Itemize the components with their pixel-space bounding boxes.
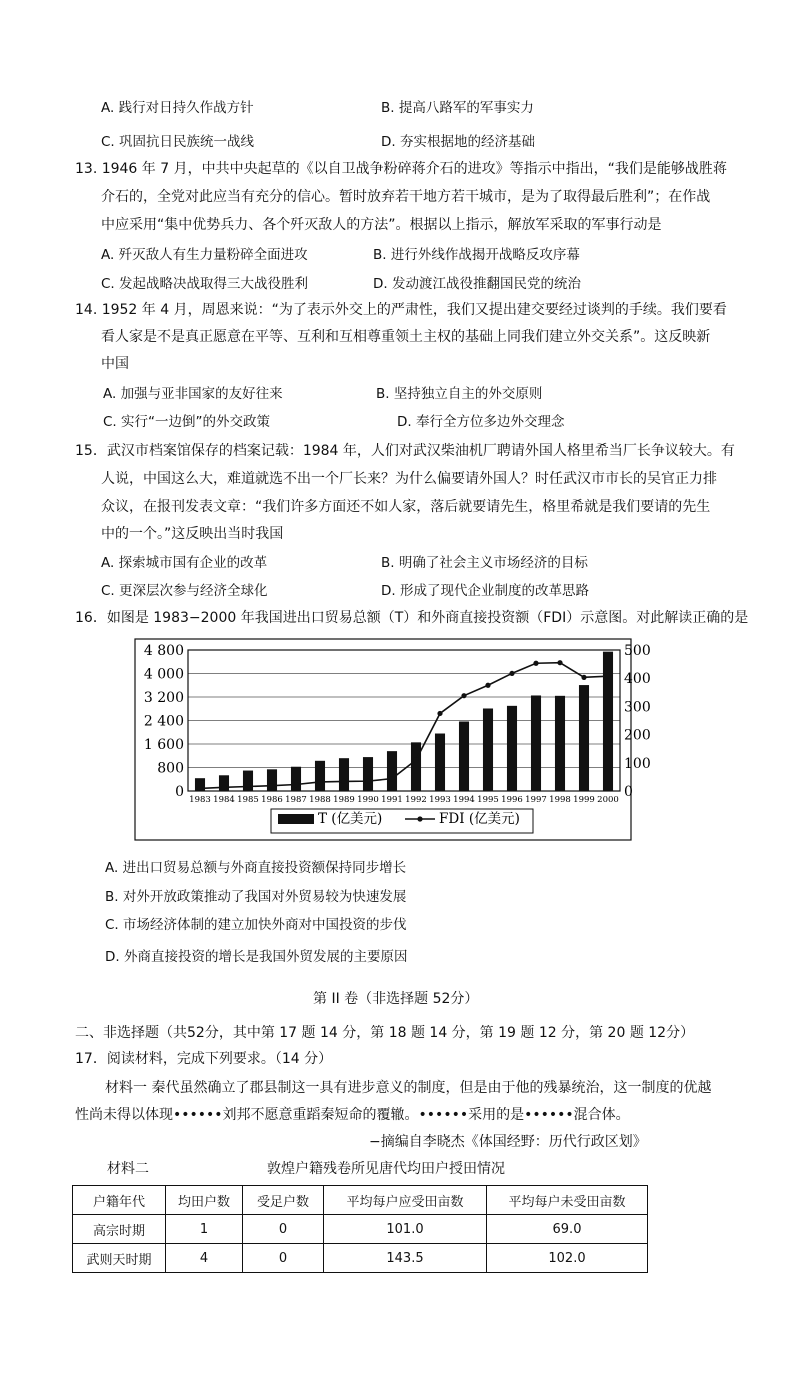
q13-line-1: 13. 1946 年 7 月，中共中央起草的《以自卫战争粉碎蒋介石的进攻》等指示中指出，“我们是能够战胜蒋 bbox=[75, 161, 727, 177]
part2-heading: 二、非选择题（共52分，其中第 17 题 14 分，第 18 题 14 分，第 19 题 12 分，第 20 题 12分） bbox=[75, 1025, 695, 1041]
fdi-point bbox=[605, 674, 610, 679]
material1-line-1: 材料一 秦代虽然确立了郡县制这一具有进步意义的制度，但是由于他的残暴统治，这一制度的优越 bbox=[105, 1080, 712, 1096]
q13-option-a: A. 歼灭敌人有生力量粉碎全面进攻 bbox=[101, 247, 308, 263]
q16-option-d: D. 外商直接投资的增长是我国外贸发展的主要原因 bbox=[105, 949, 408, 965]
q12-option-c: C. 巩固抗日民族统一战线 bbox=[101, 134, 255, 150]
fdi-point bbox=[293, 782, 298, 787]
legend-label-t: T (亿美元) bbox=[318, 811, 383, 827]
y-left-tick-label: 4 000 bbox=[143, 666, 184, 683]
material1-source: −摘编自李晓杰《体国经野：历代行政区划》 bbox=[369, 1134, 647, 1150]
x-tick-label: 1996 bbox=[501, 795, 523, 805]
x-tick-label: 1988 bbox=[309, 795, 331, 805]
fdi-point bbox=[389, 776, 394, 781]
bar-t bbox=[507, 706, 517, 791]
x-tick-label: 1983 bbox=[189, 795, 211, 805]
q15-option-d: D. 形成了现代企业制度的改革思路 bbox=[381, 583, 589, 599]
legend-label-fdi: FDI (亿美元) bbox=[439, 811, 520, 827]
q13-option-d: D. 发动渡江战役推翻国民党的统治 bbox=[373, 276, 581, 292]
table-cell: 1 bbox=[166, 1215, 243, 1244]
x-tick-label: 1990 bbox=[357, 795, 379, 805]
q14-option-d: D. 奉行全方位多边外交理念 bbox=[397, 414, 565, 430]
q16-option-c: C. 市场经济体制的建立加快外商对中国投资的步伐 bbox=[105, 917, 407, 933]
x-tick-label: 1994 bbox=[453, 795, 475, 805]
q15-line-4: 中的一个。”这反映出当时我国 bbox=[101, 526, 284, 542]
q12-option-d: D. 夯实根据地的经济基础 bbox=[381, 134, 535, 150]
fdi-point bbox=[413, 757, 418, 762]
y-left-tick-label: 4 800 bbox=[143, 643, 184, 659]
bar-t bbox=[531, 695, 541, 791]
table-header: 户籍年代 bbox=[73, 1186, 166, 1215]
material2-label: 材料二 bbox=[107, 1161, 149, 1177]
trade-fdi-chart bbox=[133, 637, 651, 842]
table-header: 平均每户未受田亩数 bbox=[487, 1186, 648, 1215]
table-cell: 0 bbox=[243, 1244, 324, 1273]
bar-t bbox=[363, 757, 373, 791]
q12-option-b: B. 提高八路军的军事实力 bbox=[381, 100, 534, 116]
x-tick-label: 1998 bbox=[549, 795, 571, 805]
x-tick-label: 1991 bbox=[381, 795, 403, 805]
bar-t bbox=[339, 758, 349, 791]
fdi-point bbox=[485, 683, 490, 688]
y-right-tick-label: 300 bbox=[624, 699, 651, 716]
fdi-point bbox=[533, 661, 538, 666]
part2-title: 第 II 卷（非选择题 52分） bbox=[313, 991, 479, 1007]
x-tick-label: 1985 bbox=[237, 795, 259, 805]
q13-line-3: 中应采用“集中优势兵力、各个歼灭敌人的方法”。根据以上指示，解放军采取的军事行动是 bbox=[101, 217, 662, 233]
x-tick-label: 1993 bbox=[429, 795, 451, 805]
chart-svg bbox=[133, 637, 651, 842]
q15-option-a: A. 探索城市国有企业的改革 bbox=[101, 555, 268, 571]
y-right-tick-label: 400 bbox=[624, 671, 651, 688]
x-tick-label: 1986 bbox=[261, 795, 283, 805]
q17-stem: 17．阅读材料，完成下列要求。（14 分） bbox=[75, 1051, 333, 1067]
material1-line-2: 性尚未得以体现••••••刘邦不愿意重蹈秦短命的覆辙。••••••采用的是••••••混合体。 bbox=[75, 1107, 630, 1123]
bar-t bbox=[555, 696, 565, 791]
fdi-point bbox=[317, 779, 322, 784]
q13-option-c: C. 发起战略决战取得三大战役胜利 bbox=[101, 276, 309, 292]
x-tick-label: 2000 bbox=[597, 795, 619, 805]
table-header: 均田户数 bbox=[166, 1186, 243, 1215]
fdi-point bbox=[245, 784, 250, 789]
q15-line-3: 众议，在报刊发表文章：“我们许多方面还不如人家，落后就要请先生，格里希就是我们要请的先生 bbox=[101, 499, 711, 515]
bar-t bbox=[459, 721, 469, 791]
table-cell: 高宗时期 bbox=[73, 1215, 166, 1244]
legend-swatch-t bbox=[278, 814, 314, 824]
x-tick-label: 1999 bbox=[573, 795, 595, 805]
fdi-point bbox=[461, 693, 466, 698]
y-right-tick-label: 0 bbox=[624, 784, 633, 800]
x-tick-label: 1989 bbox=[333, 795, 355, 805]
x-tick-label: 1997 bbox=[525, 795, 547, 805]
legend-marker-fdi bbox=[417, 816, 422, 821]
q16-stem: 16．如图是 1983−2000 年我国进出口贸易总额（T）和外商直接投资额（FDI）示意图。对此解读正确的是 bbox=[75, 610, 749, 626]
table-cell: 101.0 bbox=[324, 1215, 487, 1244]
fdi-point bbox=[341, 779, 346, 784]
fdi-point bbox=[437, 711, 442, 716]
q14-option-a: A. 加强与亚非国家的友好往来 bbox=[103, 386, 283, 402]
y-right-tick-label: 100 bbox=[624, 755, 651, 772]
q15-line-2: 人说，中国这么大，难道就选不出一个厂长来？为什么偏要请外国人？时任武汉市市长的吴官正力排 bbox=[101, 471, 717, 487]
fdi-point bbox=[269, 783, 274, 788]
fdi-point bbox=[557, 660, 562, 665]
land-table bbox=[72, 1185, 648, 1273]
y-left-tick-label: 3 200 bbox=[143, 690, 184, 706]
table-cell: 69.0 bbox=[487, 1215, 648, 1244]
table-cell: 4 bbox=[166, 1244, 243, 1273]
fdi-point bbox=[221, 785, 226, 790]
y-left-tick-label: 0 bbox=[175, 784, 184, 800]
bar-t bbox=[603, 652, 613, 791]
y-left-tick-label: 1 600 bbox=[143, 737, 184, 753]
fdi-point bbox=[365, 779, 370, 784]
bar-t bbox=[411, 742, 421, 791]
q14-line-2: 看人家是不是真正愿意在平等、互利和互相尊重领土主权的基础上同我们建立外交关系”。这反映新 bbox=[101, 329, 711, 345]
table-cell: 102.0 bbox=[487, 1244, 648, 1273]
fdi-point bbox=[509, 671, 514, 676]
table-title: 敦煌户籍残卷所见唐代均田户授田情况 bbox=[267, 1161, 505, 1177]
table-header-row bbox=[73, 1186, 648, 1215]
bar-t bbox=[435, 734, 445, 791]
q15-option-b: B. 明确了社会主义市场经济的目标 bbox=[381, 555, 588, 571]
q16-option-b: B. 对外开放政策推动了我国对外贸易较为快速发展 bbox=[105, 889, 407, 905]
q14-option-c: C. 实行“一边倒”的外交政策 bbox=[103, 414, 270, 430]
y-right-tick-label: 200 bbox=[624, 727, 651, 744]
q15-option-c: C. 更深层次参与经济全球化 bbox=[101, 583, 268, 599]
bar-t bbox=[315, 761, 325, 791]
x-tick-label: 1984 bbox=[213, 795, 235, 805]
y-left-tick-label: 2 400 bbox=[143, 713, 184, 730]
bar-t bbox=[483, 708, 493, 791]
q14-line-3: 中国 bbox=[101, 356, 129, 372]
fdi-point bbox=[197, 786, 202, 791]
y-right-tick-label: 500 bbox=[624, 643, 651, 659]
bar-t bbox=[387, 751, 397, 791]
table-cell: 143.5 bbox=[324, 1244, 487, 1273]
q13-option-b: B. 进行外线作战揭开战略反攻序幕 bbox=[373, 247, 580, 263]
table-row bbox=[73, 1215, 648, 1244]
table-cell: 武则天时期 bbox=[73, 1244, 166, 1273]
x-tick-label: 1992 bbox=[405, 795, 427, 805]
q16-option-a: A. 进出口贸易总额与外商直接投资额保持同步增长 bbox=[105, 860, 407, 876]
bar-t bbox=[291, 767, 301, 791]
q13-line-2: 介石的，全党对此应当有充分的信心。暂时放弃若干地方若干城市，是为了取得最后胜利”；在作战 bbox=[101, 189, 711, 205]
fdi-line bbox=[200, 663, 608, 789]
x-tick-label: 1995 bbox=[477, 795, 499, 805]
table-header: 平均每户应受田亩数 bbox=[324, 1186, 487, 1215]
fdi-point bbox=[581, 675, 586, 680]
x-tick-label: 1987 bbox=[285, 795, 307, 805]
q14-option-b: B. 坚持独立自主的外交原则 bbox=[376, 386, 543, 402]
q15-line-1: 15．武汉市档案馆保存的档案记载：1984 年，人们对武汉柴油机厂聘请外国人格里希当厂长争议较大。有 bbox=[75, 443, 735, 459]
q12-option-a: A. 践行对日持久作战方针 bbox=[101, 100, 254, 116]
y-left-tick-label: 800 bbox=[157, 760, 184, 777]
table-header: 受足户数 bbox=[243, 1186, 324, 1215]
table-cell: 0 bbox=[243, 1215, 324, 1244]
table-row bbox=[73, 1244, 648, 1273]
bar-t bbox=[579, 685, 589, 791]
q14-line-1: 14. 1952 年 4 月，周恩来说：“为了表示外交上的严肃性，我们又提出建交要经过谈判的手续。我们要看 bbox=[75, 302, 727, 318]
